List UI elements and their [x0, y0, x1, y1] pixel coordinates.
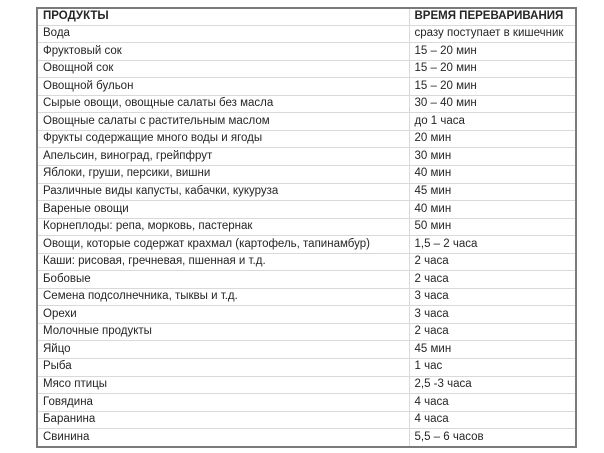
product-cell: Фруктовый сок [37, 43, 409, 61]
product-cell: Каши: рисовая, гречневая, пшенная и т.д. [37, 253, 409, 271]
product-cell: Овощи, которые содержат крахмал (картофель, тапинамбур) [37, 236, 409, 254]
table-row [37, 323, 576, 341]
table-row [37, 25, 576, 43]
product-cell: Говядина [37, 394, 409, 412]
header-row [37, 8, 576, 25]
time-cell: 1,5 – 2 часа [409, 236, 576, 254]
header-digestion-time: ВРЕМЯ ПЕРЕВАРИВАНИЯ [409, 8, 576, 25]
header-products: ПРОДУКТЫ [37, 8, 409, 25]
time-cell: 2 часа [409, 253, 576, 271]
table-row [37, 183, 576, 201]
time-cell: 50 мин [409, 218, 576, 236]
product-cell: Яблоки, груши, персики, вишни [37, 165, 409, 183]
table-header [37, 8, 576, 25]
product-cell: Бобовые [37, 271, 409, 289]
product-cell: Мясо птицы [37, 376, 409, 394]
table-body [37, 25, 576, 447]
product-cell: Орехи [37, 306, 409, 324]
table-row [37, 60, 576, 78]
time-cell: 4 часа [409, 394, 576, 412]
product-cell: Молочные продукты [37, 323, 409, 341]
table-row [37, 411, 576, 429]
time-cell: 2 часа [409, 323, 576, 341]
table-row [37, 271, 576, 289]
time-cell: сразу поступает в кишечник [409, 25, 576, 43]
time-cell: 1 час [409, 358, 576, 376]
table-row [37, 130, 576, 148]
product-cell: Овощной сок [37, 60, 409, 78]
product-cell: Баранина [37, 411, 409, 429]
product-cell: Вода [37, 25, 409, 43]
table-row [37, 376, 576, 394]
product-cell: Фрукты содержащие много воды и ягоды [37, 130, 409, 148]
time-cell: 15 – 20 мин [409, 43, 576, 61]
table-row [37, 148, 576, 166]
time-cell: 3 часа [409, 288, 576, 306]
table-row [37, 201, 576, 219]
time-cell: до 1 часа [409, 113, 576, 131]
table-row [37, 43, 576, 61]
time-cell: 5,5 – 6 часов [409, 429, 576, 447]
product-cell: Яйцо [37, 341, 409, 359]
product-cell: Свинина [37, 429, 409, 447]
time-cell: 15 – 20 мин [409, 78, 576, 96]
time-cell: 30 – 40 мин [409, 95, 576, 113]
table-row [37, 95, 576, 113]
time-cell: 2,5 -3 часа [409, 376, 576, 394]
product-cell: Апельсин, виноград, грейпфрут [37, 148, 409, 166]
time-cell: 40 мин [409, 201, 576, 219]
table-row [37, 113, 576, 131]
digestion-time-table [36, 7, 577, 448]
table-row [37, 78, 576, 96]
time-cell: 3 часа [409, 306, 576, 324]
table-row [37, 358, 576, 376]
product-cell: Различные виды капусты, кабачки, кукуруза [37, 183, 409, 201]
time-cell: 15 – 20 мин [409, 60, 576, 78]
time-cell: 4 часа [409, 411, 576, 429]
table-row [37, 394, 576, 412]
time-cell: 20 мин [409, 130, 576, 148]
table-row [37, 253, 576, 271]
product-cell: Овощной бульон [37, 78, 409, 96]
time-cell: 2 часа [409, 271, 576, 289]
time-cell: 40 мин [409, 165, 576, 183]
table-row [37, 288, 576, 306]
product-cell: Семена подсолнечника, тыквы и т.д. [37, 288, 409, 306]
product-cell: Рыба [37, 358, 409, 376]
table-row [37, 218, 576, 236]
table-row [37, 165, 576, 183]
product-cell: Сырые овощи, овощные салаты без масла [37, 95, 409, 113]
table-row [37, 341, 576, 359]
time-cell: 45 мин [409, 341, 576, 359]
product-cell: Корнеплоды: репа, морковь, пастернак [37, 218, 409, 236]
table-row [37, 306, 576, 324]
product-cell: Вареные овощи [37, 201, 409, 219]
table-row [37, 429, 576, 447]
product-cell: Овощные салаты с растительным маслом [37, 113, 409, 131]
table-row [37, 236, 576, 254]
time-cell: 30 мин [409, 148, 576, 166]
time-cell: 45 мин [409, 183, 576, 201]
